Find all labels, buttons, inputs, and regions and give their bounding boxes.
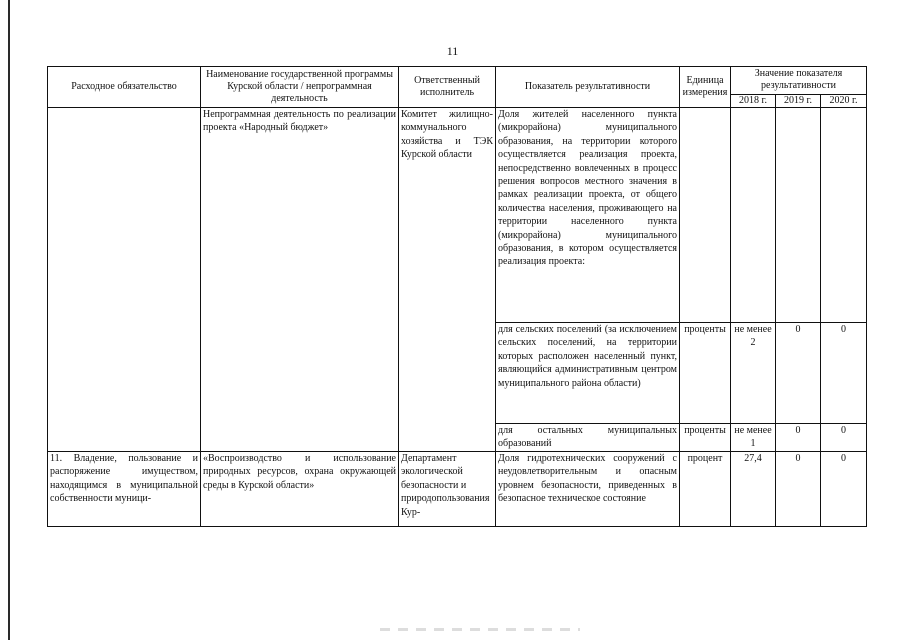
value-2019-cell: 0 [776,452,821,527]
header-program: Наименование государственной программы Курской области / непрограммная деятельность [201,67,399,108]
header-year-2020: 2020 г. [821,94,867,107]
value-2018-cell: не менее 1 [731,424,776,452]
value-2018-cell [731,108,776,323]
table-row [48,108,867,323]
page-left-edge [8,0,10,640]
executor-cell: Комитет жилищно-коммунального хозяйства и ТЭК Курской области [399,108,496,452]
value-2019-cell: 0 [776,424,821,452]
results-table [47,66,867,527]
program-cell: «Воспроизводство и использование природных ресурсов, охрана окружающей среды в Курской области» [201,452,399,527]
header-value: Значение показателя результативности [731,67,867,95]
header-unit: Единица измерения [680,67,731,108]
value-2018-cell: 27,4 [731,452,776,527]
value-2020-cell: 0 [821,323,867,424]
scan-artifact [380,628,580,631]
header-executor: Ответственный исполнитель [399,67,496,108]
value-2019-cell [776,108,821,323]
program-cell: Непрограммная деятельность по реализации проекта «Народный бюджет» [201,108,399,452]
header-year-2018: 2018 г. [731,94,776,107]
executor-cell: Департамент экологической безопасности и природопользования Кур- [399,452,496,527]
obligation-cell [48,108,201,452]
unit-cell: проценты [680,323,731,424]
unit-cell [680,108,731,323]
indicator-cell: Доля гидротехнических сооружений с неудовлетворительным и опасным уровнем безопасности, приведенных в безопасное техническое состояние [496,452,680,527]
header-year-2019: 2019 г. [776,94,821,107]
value-2019-cell: 0 [776,323,821,424]
header-indicator: Показатель результативности [496,67,680,108]
header-obligation: Расходное обязательство [48,67,201,108]
value-2018-cell: не менее 2 [731,323,776,424]
indicator-cell: Доля жителей населенного пункта (микрорайона) муниципального образования, на территории которого осуществляется реализация проекта, непосредственно вовлеченных в процесс решения вопросов местного значения в рамках реализации проекта, от общего количества населения, проживающего на территории населенного пункта (микрорайона) муниципального образования, в котором осуществляется реализация проекта: [496,108,680,323]
indicator-cell: для остальных муниципальных образований [496,424,680,452]
obligation-cell: 11. Владение, пользование и распоряжение имуществом, находящимся в муниципальной собственности муници- [48,452,201,527]
page-number: 11 [446,44,459,58]
unit-cell: проценты [680,424,731,452]
value-2020-cell: 0 [821,424,867,452]
unit-cell: процент [680,452,731,527]
value-2020-cell: 0 [821,452,867,527]
table-row [48,452,867,527]
value-2020-cell [821,108,867,323]
indicator-cell: для сельских поселений (за исключением сельских поселений, на территории которых расположен населенный пункт, являющийся административным центром муниципального района области) [496,323,680,424]
